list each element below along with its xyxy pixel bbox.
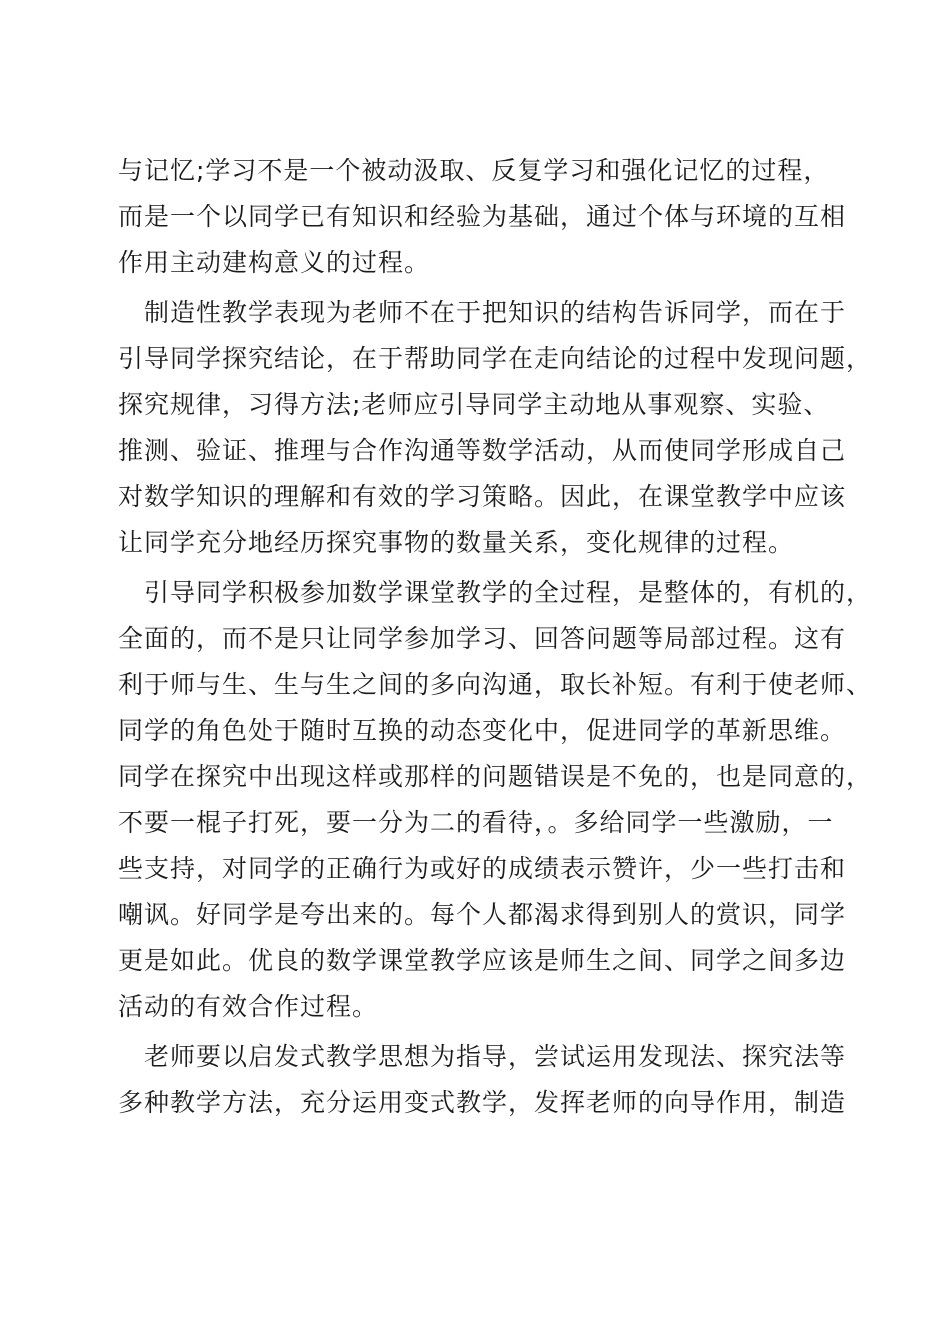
body-text bbox=[118, 148, 873, 1126]
text-line: 制造性教学表现为老师不在于把知识的结构告诉同学，而在于 bbox=[144, 298, 847, 327]
text-line: 全面的，而不是只让同学参加学习、回答问题等局部过程。这有 bbox=[118, 624, 847, 653]
text-line: 而是一个以同学已有知识和经验为基础，通过个体与环境的互相 bbox=[118, 202, 847, 231]
text-line: 对数学知识的理解和有效的学习策略。因此，在课堂教学中应该 bbox=[118, 482, 847, 511]
text-line: 与记忆;学习不是一个被动汲取、反复学习和强化记忆的过程， bbox=[118, 156, 830, 185]
text-line: 推测、验证、推理与合作沟通等数学活动，从而使同学形成自己 bbox=[118, 436, 847, 465]
text-line: 引导同学积极参加数学课堂教学的全过程，是整体的，有机的， bbox=[144, 578, 873, 607]
text-line: 不要一棍子打死，要一分为二的看待，。多给同学一些激励，一 bbox=[118, 808, 834, 837]
text-line: 老师要以启发式教学思想为指导，尝试运用发现法、探究法等 bbox=[144, 1042, 847, 1071]
text-line: 利于师与生、生与生之间的多向沟通，取长补短。有利于使老师、 bbox=[118, 670, 873, 699]
text-line: 引导同学探究结论，在于帮助同学在走向结论的过程中发现问题， bbox=[118, 344, 873, 373]
text-line: 让同学充分地经历探究事物的数量关系，变化规律的过程。 bbox=[118, 528, 795, 557]
text-line: 同学的角色处于随时互换的动态变化中，促进同学的革新思维。 bbox=[118, 716, 847, 745]
text-line: 探究规律，习得方法;老师应引导同学主动地从事观察、实验、 bbox=[118, 390, 830, 419]
text-line: 嘲讽。好同学是夸出来的。每个人都渴求得到别人的赏识，同学 bbox=[118, 900, 847, 929]
text-line: 些支持，对同学的正确行为或好的成绩表示赞许，少一些打击和 bbox=[118, 854, 847, 883]
text-line: 活动的有效合作过程。 bbox=[118, 992, 379, 1021]
text-line: 同学在探究中出现这样或那样的问题错误是不免的，也是同意的， bbox=[118, 762, 873, 791]
text-line: 多种教学方法，充分运用变式教学，发挥老师的向导作用，制造 bbox=[118, 1088, 847, 1117]
text-line: 更是如此。优良的数学课堂教学应该是师生之间、同学之间多边 bbox=[118, 946, 847, 975]
text-line: 作用主动建构意义的过程。 bbox=[118, 248, 431, 277]
